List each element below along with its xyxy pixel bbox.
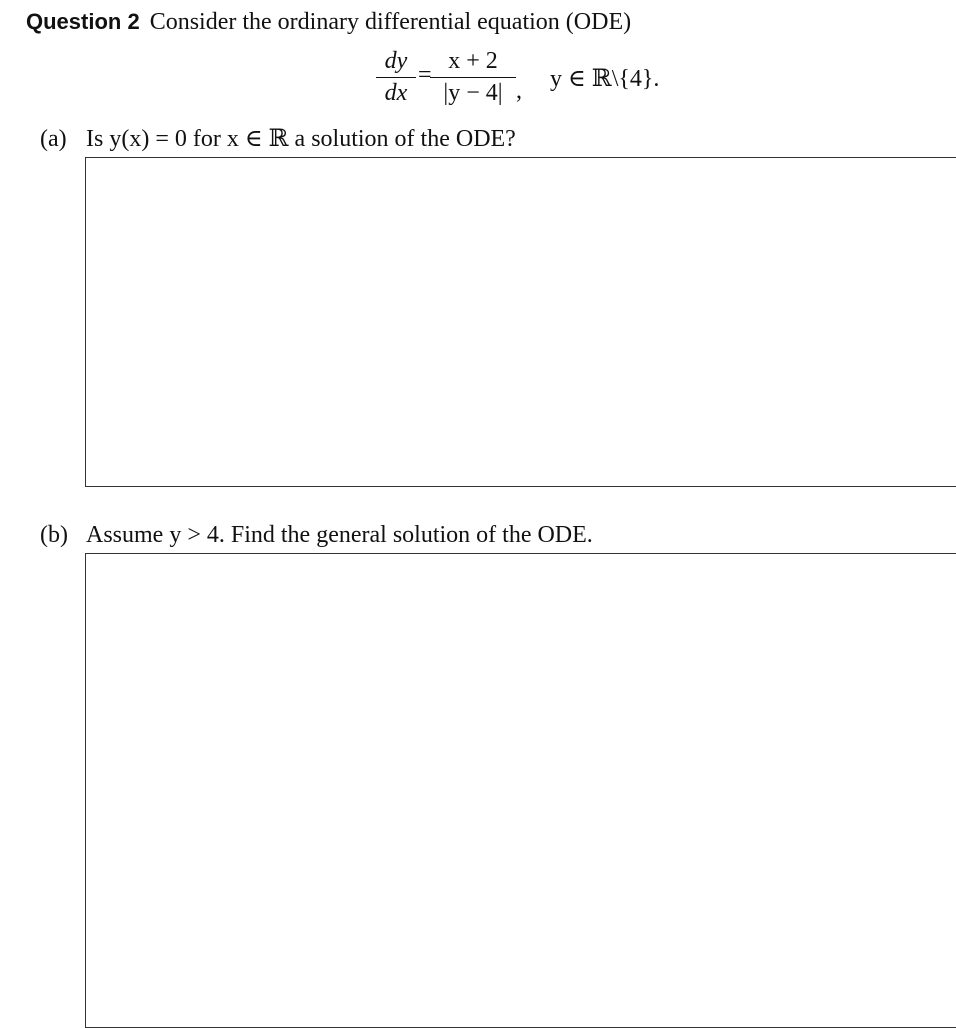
part-b-answer-box[interactable] [85, 553, 956, 1028]
lhs-denominator: dx [384, 80, 408, 106]
part-b-text: Assume y > 4. Find the general solution of the ODE. [86, 522, 593, 548]
part-a-prompt [40, 124, 516, 154]
equation-comma: , [516, 78, 522, 104]
part-b-answer[interactable] [86, 554, 956, 1027]
part-a-answer[interactable] [86, 158, 956, 486]
part-a-text: Is y(x) = 0 for x ∈ ℝ a solution of the ODE? [86, 126, 516, 152]
part-b-label: (b) [40, 522, 68, 548]
question-intro: Consider the ordinary differential equation (ODE) [149, 9, 632, 35]
part-a-label: (a) [40, 126, 67, 152]
rhs-fraction [430, 48, 516, 106]
rhs-numerator: x + 2 [448, 48, 498, 74]
fraction-bar [376, 77, 416, 78]
question-label: Question 2 [26, 9, 140, 34]
part-b-prompt [40, 520, 593, 550]
equals-sign: = [418, 62, 432, 88]
derivative-fraction [376, 48, 416, 106]
equation-domain: y ∈ ℝ\{4}. [550, 66, 660, 92]
part-a-answer-box[interactable] [85, 157, 956, 487]
lhs-numerator: dy [384, 48, 408, 74]
fraction-bar [430, 77, 516, 78]
question-header [26, 6, 631, 38]
rhs-denominator: |y − 4| [443, 80, 503, 106]
